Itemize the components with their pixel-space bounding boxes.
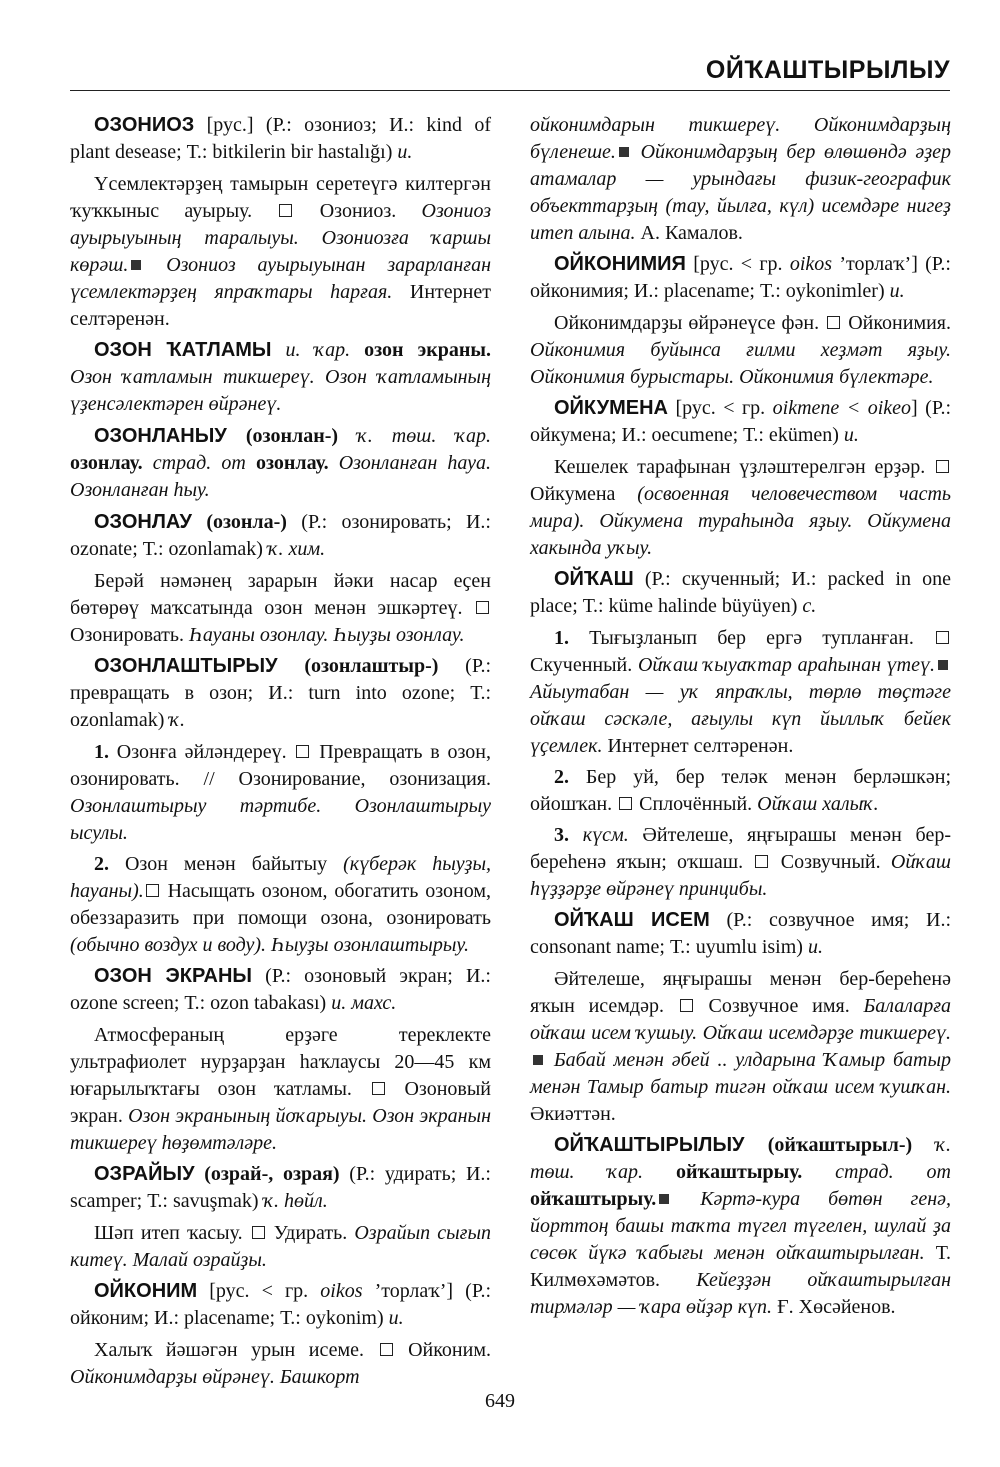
definition-text: Шәп итеп ҡасыу. [94,1222,250,1244]
entry-text: [рус.] (Р.: озониоз; И.: kind of plant desease; Т.: bitkilerin bir hastalığı) [70,114,491,163]
reference-word: озонлау. [245,452,329,474]
stem-form: (озонлаштыр-) [277,655,439,677]
quotation-marker-icon [533,1055,543,1065]
entry-text: ’торлаҡ’] (Р.: ойконим; И.: placename; Т.: oykonim) [70,1280,491,1329]
sense-number: 2. [94,853,109,875]
definition-text: Ойконимдарҙы өйрәнеүсе фән. [554,312,826,334]
example-text: Озон экранының йоҡарыуы. Озон экранын тикшереү һөҙөмтәләре. [70,1105,491,1154]
example-text: (освоенная человечеством часть мира). Ойкумена тураһында яҙыу. Ойкумена хакында уҡыу. [530,483,951,559]
definition-text: Үсемлектәрҙең тамырын серетеүгә килтергән ҡуҡкыныс ауырыу. [70,173,491,222]
example-text: Һауаны озонлау. Һыуҙы озонлау. [189,624,465,646]
translation-square-icon [827,316,840,329]
source-text: Т. Килмөхәмәтов. [530,1242,951,1291]
running-header-title: ОЙҠАШТЫРЫЛЫУ [705,56,950,84]
stem-form: (озрай-, озрая) [194,1163,340,1185]
definition [70,1022,491,1157]
translation-text: Созвучный. [770,851,891,873]
example-text: Озон ҡатламын тикшереү. Озон ҡатламының үҙенсәлектәрен өйрәнеү. [70,366,491,415]
source-text: Ғ. Хөсәйенов. [772,1296,896,1318]
translation-text: Скученный. [530,654,638,676]
headword: ОЙҠАШ [554,568,634,590]
grammar-label: и. [843,424,859,446]
reference-word: озонлау. [70,452,143,474]
headword: ОЙКОНИМИЯ [554,253,686,275]
example-text: Озонланған һауа. Озонланған һыу. [70,452,491,501]
entry-text: (Р.: озонировать; И.: ozonate; Т.: ozonlamak) [70,511,491,560]
quotation-marker-icon [619,147,629,157]
definition-text: Бер уй, бер теләк менән берләшкән; ойошҡан. [530,766,951,815]
headword: ОЗОНЛАУ [94,511,192,533]
headword: ОЗОНЛАНЫУ [94,425,227,447]
sense [530,822,951,903]
translation-text: Превращать в озон, озонировать. // Озонирование, озонизация. [70,741,491,790]
etymon: oikmene < oikeo [772,397,912,419]
translation-text: Созвучное имя. [694,995,864,1017]
running-header [70,52,950,91]
sense-number: 3. [554,824,569,846]
grammar-label: страд. от [802,1161,951,1183]
entry-text: [рус. < гр. [197,1280,321,1302]
translation-square-icon [252,1226,265,1239]
translation-text: Озоновый экран. [70,1078,491,1127]
definition [70,568,491,649]
definition-text: Кешелек тарафынан үҙләштерелгән ерҙәр. [554,456,934,478]
sense-number: 2. [554,766,569,788]
dictionary-entry [530,1132,951,1321]
entry-text: (Р.: удирать; И.: scamper; Т.: savuşmak) [70,1163,491,1212]
grammar-label: и. махс. [331,992,397,1014]
example-text: (обычно воздух и воду). Һыуҙы озонлаштырыу. [70,934,470,956]
grammar-label: и. [397,141,413,163]
grammar-label: ҡ. [169,709,185,731]
dictionary-entry [530,566,951,620]
dictionary-entry [70,963,491,1017]
translation-square-icon [279,204,292,217]
example-text: Ойҡаш ҡыуаҡтар араһынан үтеү. [637,654,936,676]
grammar-label: ҡ. хим. [267,538,326,560]
example-text: ойконимдарын тикшереү. Ойконимдарҙың бүленеше. [530,114,951,163]
example-text: Озониоз ауырыуының таралыуы. Озониозға ҡаршы көрәш. [70,200,491,276]
headword: ОЙКОНИМ [94,1280,198,1302]
translation-square-icon [372,1082,385,1095]
example-text: Озонлаштырыу тәртибе. Озонлаштырыу ысулы. [70,795,491,844]
translation-square-icon [936,460,949,473]
translation-square-icon [680,999,693,1012]
translation-square-icon [476,601,489,614]
translation-square-icon [936,631,949,644]
grammar-label: и. [388,1307,404,1329]
definition [70,1220,491,1274]
headword: ОЗОН ҠАТЛАМЫ [94,339,272,361]
example-text: Озрайып сығып китеү. Малай озрайҙы. [70,1222,491,1271]
translation-text: Озонировать. [70,624,190,646]
translation-square-icon [380,1343,393,1356]
definition [70,1337,491,1391]
grammar-label: ҡ. төш. ҡар. [530,1134,951,1183]
translation-text: Ойкумена [530,483,638,505]
stem-form: (озонлан-) [226,425,339,447]
right-column [530,112,951,1326]
quotation-marker-icon [131,260,141,270]
reference-word: ойҡаштырыу. [530,1188,657,1210]
dictionary-entry [70,509,491,563]
reference-word: озон экраны. [350,339,491,361]
dictionary-entry [530,907,951,961]
etymon: oikos [320,1280,363,1302]
definition-text: Атмосфераның ерҙәге тереклекте ультрафиолет нурҙарҙан һаҡлаусы 20—45 км юғарылыҡтағы озон ҡатламы. [70,1024,491,1100]
definition-text: Әйтелеше, яңғырашы менән бер-береһенә яҡын исемдәр. [530,968,951,1017]
translation-text: Озониоз. [294,200,422,222]
source-text: А. Камалов. [635,222,743,244]
translation-square-icon [755,855,768,868]
sense-number: 1. [554,627,569,649]
definition-text: Озон менән байытыу [109,853,344,875]
dictionary-entry [530,251,951,305]
definition [530,310,951,391]
example-text: Балаларға ойҡаш исем ҡушыу. Ойҡаш исемдәрҙе тикшереү. [530,995,951,1044]
translation-text: Сплочённый. [634,793,758,815]
entry-text: [рус. < гр. [685,253,790,275]
sense-number: 1. [94,741,109,763]
sense [70,739,491,847]
translation-text: Насыщать озоном, обогатить озоном, обеззаразить при помощи озона, озонировать [70,880,491,929]
reference-word: ойҡаштырыу. [643,1161,803,1183]
dictionary-entry [70,423,491,504]
stem-form: (ойҡаштырыл-) [744,1134,913,1156]
example-text: Ойҡаш халыҡ. [757,793,879,815]
headword: ОЙКУМЕНА [554,397,668,419]
dictionary-entry [70,112,491,166]
grammar-label: и. [807,936,823,958]
grammar-label: күсм. [569,824,629,846]
quotation-text: Кәртә-кура бөтөн генә, йорттоң башы таҡта түгел түгелен, шулай ҙа сөсөк йүкә ҡабығы менән ойҡаштырылған. [530,1188,951,1264]
quotation-text: Айыутабан — уҡ япраҡлы, төрлө төҫтәге ойҡаш сәскәле, ағыулы күп йыллыҡ бейек үҫемлек. [530,681,951,757]
entry-text: ] (Р.: ойкумена; И.: oecumene; Т.: ekümen) [530,397,952,446]
headword: ОЗРАЙЫУ [94,1163,195,1185]
page-number: 649 [485,1390,515,1412]
definition-continued [530,112,951,247]
dictionary-entry [70,337,491,418]
grammar-label: и. ҡар. [271,339,351,361]
quotation-text: Озониоз ауырыуынан зарарланған үсемлектәрҙең япраҡтары һарғая. [70,254,491,303]
dictionary-entry [70,1278,491,1332]
translation-text: Ойконим. [394,1339,491,1361]
example-text: Ойконимдарҙы өйрәнеү. Башкорт [70,1366,360,1388]
quotation-text: Бабай менән әбей .. улдарына Ҡамыр батыр менән Тамыр батыр тигән ойҡаш исем ҡушҡан. [530,1049,951,1098]
definition-text: Тығыҙланып бер ергә тупланған. [569,627,934,649]
definition [530,966,951,1128]
dictionary-entry [70,653,491,734]
translation-text: Удирать. [266,1222,355,1244]
translation-square-icon [619,797,632,810]
etymon: oikos [789,253,833,275]
grammar-label: с. [802,595,817,617]
grammar-label: ҡ. һөйл. [263,1190,328,1212]
quotation-marker-icon [938,660,948,670]
sense [530,625,951,760]
source-text: Интернет селтәренән. [70,281,491,330]
definition [70,171,491,333]
example-text: Ойҡаш һүҙҙәрҙе өйрәнеү принцибы. [530,851,951,900]
definition-text: Әйтелеше, яңғырашы менән бер-береһенә яҡын; оҡшаш. [530,824,952,873]
entry-text: ’торлаҡ’] (Р.: ойконимия; И.: placename; Т.: oykonimler) [530,253,951,302]
note-text: (күберәк һыуҙы, һауаны). [70,853,491,902]
stem-form: (озонла-) [191,511,287,533]
headword: ОЗОНИОЗ [94,114,195,136]
quotation-text: Кейеҙҙән ойҡаштырылған тирмәләр — ҡара өйҙәр күп. [530,1269,951,1318]
quotation-marker-icon [659,1194,669,1204]
entry-text: (Р.: скученный; И.: packed in one place; Т.: küme halinde büyüyen) [530,568,951,617]
grammar-label: ҡ. төш. ҡар. [338,425,491,447]
entry-text: (Р.: озоновый экран; И.: ozone screen; Т.: ozon tabakası) [70,965,491,1014]
sense [70,851,491,959]
sense [530,764,951,818]
translation-text: Ойконимия. [842,312,951,334]
translation-square-icon [146,884,159,897]
definition-text: Халыҡ йәшәгән урын исеме. [94,1339,378,1361]
source-text: Интернет селтәренән. [602,735,794,757]
headword: ОЗОН ЭКРАНЫ [94,965,253,987]
grammar-label: страд. от [142,452,246,474]
entry-text: (Р.: превращать в озон; И.: turn into ozone; Т.: ozonlamak) [70,655,491,731]
entry-text: (Р.: созвучное имя; И.: consonant name; Т.: uyumlu isim) [530,909,952,958]
example-text: Ойконимия буйынса ғилми хеҙмәт яҙыу. Ойконимия бурыстары. Ойконимия бүлектәре. [530,339,951,388]
left-column [70,112,491,1395]
source-text: Әкиәттән. [530,1103,616,1125]
quotation-text: Ойконимдарҙың бер өлөшөндә әҙер атамалар — урындағы физик-географик объекттарҙың (тау, йылға, күл) исемдәре нигеҙ итеп алына. [530,141,951,244]
definition-text: Озонға әйләндереү. [109,741,295,763]
headword: ОЙҠАШ ИСЕМ [554,909,710,931]
dictionary-entry [530,395,951,449]
grammar-label: и. [889,280,905,302]
entry-text: [рус. < гр. [667,397,773,419]
headword: ОЙҠАШТЫРЫЛЫУ [554,1134,745,1156]
translation-square-icon [296,745,309,758]
definition-text: Берәй нәмәнең зарарын йәки насар еҫен бөтөрөү маҡсатында озон менән эшкәртеү. [70,570,491,619]
headword: ОЗОНЛАШТЫРЫУ [94,655,278,677]
dictionary-entry [70,1161,491,1215]
definition [530,454,951,562]
